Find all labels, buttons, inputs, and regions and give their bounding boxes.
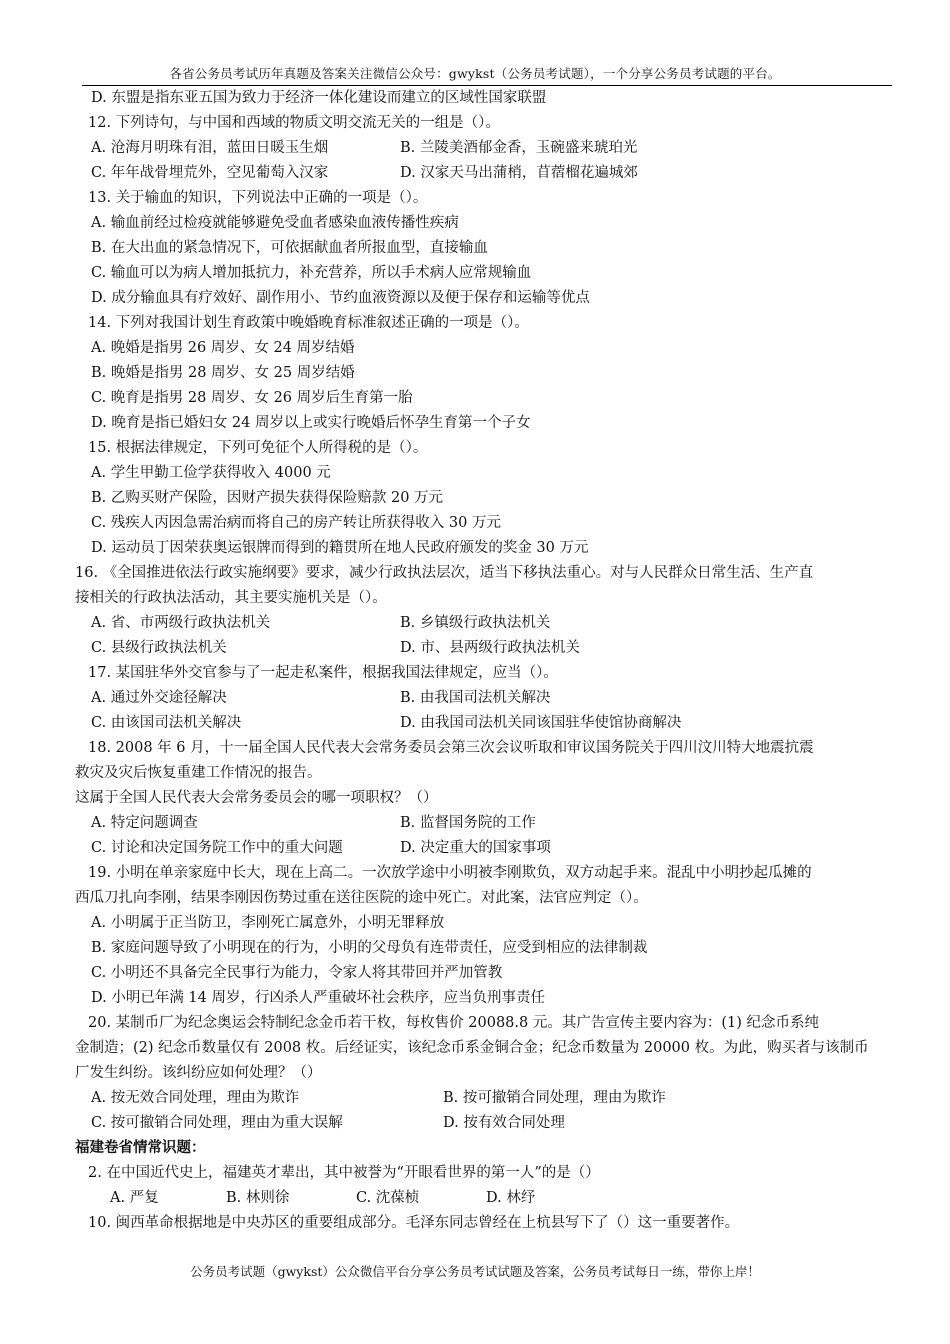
q13-option-c: C. 输血可以为病人增加抵抗力，补充营养，所以手术病人应常规输血 — [91, 265, 532, 281]
q12-stem: 12. 下列诗句，与中国和西域的物质文明交流无关的一组是（）。 — [88, 115, 500, 131]
q16-option-c: C. 县级行政执法机关 — [91, 640, 227, 656]
fj-q2-option-d: D. 林纾 — [486, 1190, 536, 1206]
q15-option-c: C. 残疾人丙因急需治病而将自己的房产转让所获得收入 30 万元 — [91, 515, 501, 531]
q20-option-a: A. 按无效合同处理，理由为欺诈 — [91, 1090, 300, 1106]
q20-option-d: D. 按有效合同处理 — [443, 1115, 565, 1131]
q11-option-d: D. 东盟是指东亚五国为致力于经济一体化建设而建立的区域性国家联盟 — [91, 90, 547, 106]
q14-option-b: B. 晚婚是指男 28 周岁、女 25 周岁结婚 — [91, 365, 355, 381]
q16-stem: 16. 《全国推进依法行政实施纲要》要求，减少行政执法层次，适当下移执法重心。对与人民群众日常生活、生产直 — [75, 565, 814, 581]
q15-option-d: D. 运动员丁因荣获奥运银牌而得到的籍贯所在地人民政府颁发的奖金 30 万元 — [91, 540, 589, 556]
q12-option-d: D. 汉家天马出蒲梢，苜蓿榴花遍城郊 — [400, 165, 638, 181]
q14-option-c: C. 晚育是指男 28 周岁、女 26 周岁后生育第一胎 — [91, 390, 413, 406]
fj-q2-option-b: B. 林则徐 — [226, 1190, 290, 1206]
q20-stem-cont-1: 金制造；(2) 纪念币数量仅有 2008 枚。后经证实，该纪念币系金铜合金；纪念币数量为 20000 枚。为此，购买者与该制币 — [75, 1040, 869, 1056]
q16-option-b: B. 乡镇级行政执法机关 — [400, 615, 551, 631]
q16-option-a: A. 省、市两级行政执法机关 — [91, 615, 271, 631]
q17-option-a: A. 通过外交途径解决 — [91, 690, 227, 706]
q17-stem: 17. 某国驻华外交官参与了一起走私案件，根据我国法律规定，应当（）。 — [88, 665, 558, 681]
q15-option-a: A. 学生甲勤工俭学获得收入 4000 元 — [91, 465, 331, 481]
q15-stem: 15. 根据法律规定，下列可免征个人所得税的是（）。 — [88, 440, 428, 456]
q18-option-d: D. 决定重大的国家事项 — [400, 840, 551, 856]
q20-option-b: B. 按可撤销合同处理，理由为欺诈 — [443, 1090, 666, 1106]
q17-option-d: D. 由我国司法机关同该国驻华使馆协商解决 — [400, 715, 682, 731]
q14-stem: 14. 下列对我国计划生育政策中晚婚晚育标准叙述正确的一项是（）。 — [88, 315, 529, 331]
q18-option-b: B. 监督国务院的工作 — [400, 815, 536, 831]
q12-option-b: B. 兰陵美酒郁金香，玉碗盛来琥珀光 — [400, 140, 638, 156]
q19-option-c: C. 小明还不具备完全民事行为能力，令家人将其带回并严加管教 — [91, 965, 503, 981]
q19-stem-cont: 西瓜刀扎向李刚，结果李刚因伤势过重在送往医院的途中死亡。对此案，法官应判定（）。 — [75, 890, 648, 906]
q18-stem: 18. 2008 年 6 月，十一届全国人民代表大会常务委员会第三次会议听取和审议国务院关于四川汶川特大地震抗震 — [88, 740, 814, 756]
q18-option-a: A. 特定问题调查 — [91, 815, 198, 831]
q17-option-b: B. 由我国司法机关解决 — [400, 690, 551, 706]
header-rule — [82, 85, 892, 86]
q12-option-a: A. 沧海月明珠有泪，蓝田日暖玉生烟 — [91, 140, 329, 156]
q12-option-c: C. 年年战骨埋荒外，空见葡萄入汉家 — [91, 165, 329, 181]
fj-q10-stem: 10. 闽西革命根据地是中央苏区的重要组成部分。毛泽东同志曾经在上杭县写下了（）这一重要著作。 — [88, 1215, 740, 1231]
fujian-section-title: 福建卷省情常识题： — [75, 1139, 206, 1156]
q19-stem: 19. 小明在单亲家庭中长大，现在上高二。一次放学途中小明被李刚欺负，双方动起手来。混乱中小明抄起瓜摊的 — [88, 865, 812, 881]
q20-stem: 20. 某制币厂为纪念奥运会特制纪念金币若干枚，每枚售价 20088.8 元。其广告宣传主要内容为：(1) 纪念币系纯 — [88, 1015, 819, 1031]
fj-q2-stem: 2. 在中国近代史上，福建英才辈出，其中被誉为“开眼看世界的第一人”的是（） — [88, 1165, 600, 1181]
q14-option-d: D. 晚育是指已婚妇女 24 周岁以上或实行晚婚后怀孕生育第一个子女 — [91, 415, 531, 431]
q14-option-a: A. 晚婚是指男 26 周岁、女 24 周岁结婚 — [91, 340, 355, 356]
q18-stem-cont: 救灾及灾后恢复重建工作情况的报告。 — [75, 765, 322, 781]
q16-option-d: D. 市、县两级行政执法机关 — [400, 640, 580, 656]
q19-option-b: B. 家庭问题导致了小明现在的行为，小明的父母负有连带责任，应受到相应的法律制裁 — [91, 940, 648, 956]
q18-option-c: C. 讨论和决定国务院工作中的重大问题 — [91, 840, 343, 856]
fj-q2-option-a: A. 严复 — [110, 1190, 159, 1206]
page-footer: 公务员考试题（gwykst）公众微信平台分享公务员考试试题及答案，公务员考试每日一练，带你上岸！ — [190, 1264, 760, 1279]
q19-option-a: A. 小明属于正当防卫，李刚死亡属意外，小明无罪释放 — [91, 915, 445, 931]
q13-option-d: D. 成分输血具有疗效好、副作用小、节约血液资源以及便于保存和运输等优点 — [91, 290, 590, 306]
q18-question: 这属于全国人民代表大会常务委员会的哪一项职权？（） — [75, 790, 438, 806]
q13-stem: 13. 关于输血的知识，下列说法中正确的一项是（）。 — [88, 190, 428, 206]
q20-option-c: C. 按可撤销合同处理，理由为重大误解 — [91, 1115, 343, 1131]
q15-option-b: B. 乙购买财产保险，因财产损失获得保险赔款 20 万元 — [91, 490, 444, 506]
q16-stem-cont: 接相关的行政执法活动，其主要实施机关是（）。 — [75, 590, 387, 606]
q13-option-a: A. 输血前经过检疫就能够避免受血者感染血液传播性疾病 — [91, 215, 459, 231]
fj-q2-option-c: C. 沈葆桢 — [356, 1190, 420, 1206]
page-header: 各省公务员考试历年真题及答案关注微信公众号：gwykst（公务员考试题），一个分享公务员考试题的平台。 — [169, 66, 781, 81]
q20-stem-cont-2: 厂发生纠纷。该纠纷应如何处理？（） — [75, 1065, 322, 1081]
q17-option-c: C. 由该国司法机关解决 — [91, 715, 242, 731]
q19-option-d: D. 小明已年满 14 周岁，行凶杀人严重破坏社会秩序，应当负刑事责任 — [91, 990, 545, 1006]
q13-option-b: B. 在大出血的紧急情况下，可依据献血者所报血型，直接输血 — [91, 240, 488, 256]
